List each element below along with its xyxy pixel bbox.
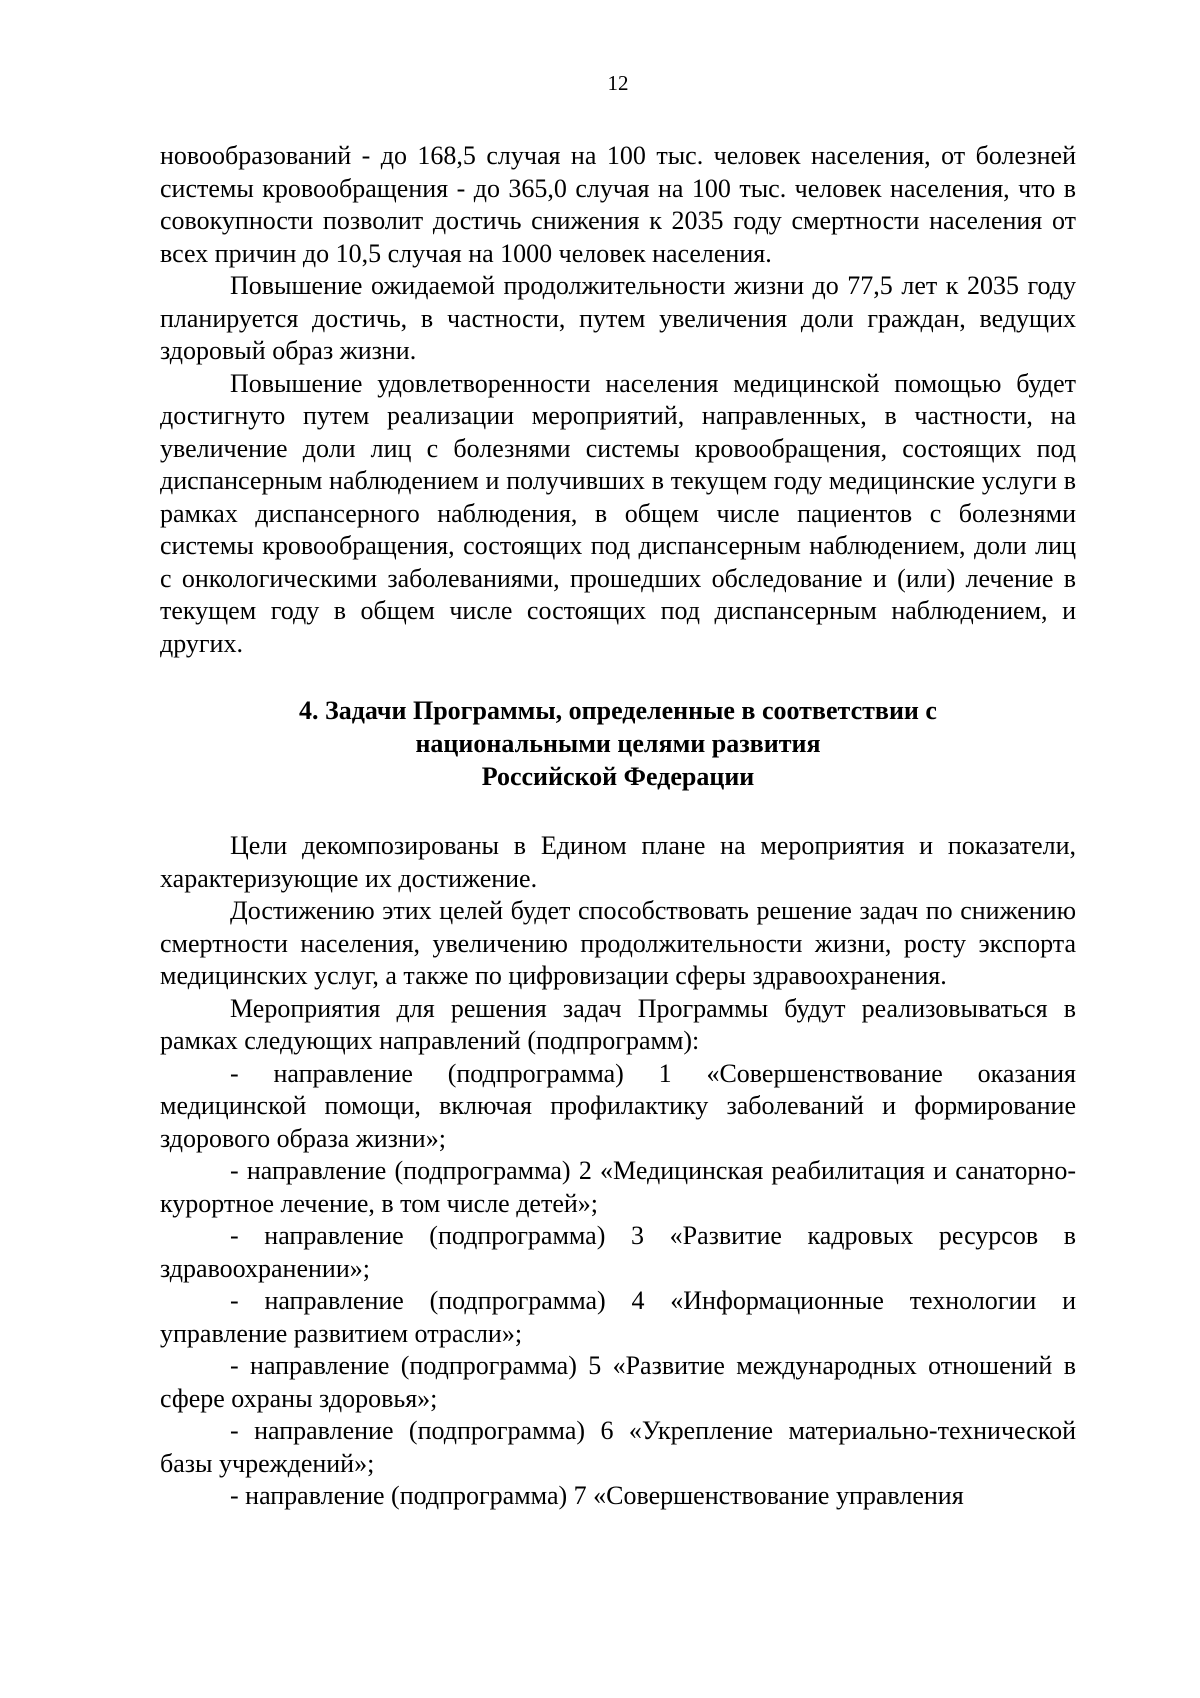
list-item-subprogram-6: - направление (подпрограмма) 6 «Укрепление материально-технической базы учреждений»;: [160, 1416, 1076, 1478]
list-item-subprogram-3: - направление (подпрограмма) 3 «Развитие кадровых ресурсов в здравоохранении»;: [160, 1221, 1076, 1283]
list-item-subprogram-2: - направление (подпрограмма) 2 «Медицинская реабилитация и санаторно-курортное лечение, в том числе детей»;: [160, 1156, 1076, 1218]
paragraph: Повышение ожидаемой продолжительности жизни до 77,5 лет к 2035 году планируется достичь, в частности, путем увеличения доли граждан, ведущих здоровый образ жизни.: [160, 271, 1076, 365]
list-item-subprogram-7: - направление (подпрограмма) 7 «Совершенствование управления: [230, 1481, 964, 1510]
paragraph: Повышение удовлетворенности населения медицинской помощью будет достигнуто путем реализации мероприятий, направленных, в частности, на увеличение доли лиц с болезнями системы кровообращения, состоящих под диспансерным наблюдением и получивших в текущем году медицинские услуги в рамках диспансерного наблюдения, в общем числе пациентов с болезнями системы кровообращения, состоящих под диспансерным наблюдением, доли лиц с онкологическими заболеваниями, прошедших обследование и (или) лечение в текущем году в общем числе состоящих под диспансерным наблюдением, и других.: [160, 368, 1076, 658]
section-heading-line: национальными целями развития: [415, 729, 821, 758]
paragraph: Цели декомпозированы в Едином плане на мероприятия и показатели, характеризующие их достижение.: [160, 831, 1076, 893]
list-item-subprogram-5: - направление (подпрограмма) 5 «Развитие международных отношений в сфере охраны здоровья»;: [160, 1351, 1076, 1413]
list-item-subprogram-4: - направление (подпрограмма) 4 «Информационные технологии и управление развитием отрасли»;: [160, 1286, 1076, 1348]
section-heading-line: 4. Задачи Программы, определенные в соответствии с: [299, 696, 937, 725]
paragraph: новообразований - до 168,5 случая на 100 тыс. человек населения, от болезней системы кровообращения - до 365,0 случая на 100 тыс. человек населения, что в совокупности позволит достичь снижения к 2035 году смертности населения от всех причин до 10,5 случая на 1000 человек населения.: [160, 141, 1076, 268]
paragraph: Мероприятия для решения задач Программы будут реализовываться в рамках следующих направлений (подпрограмм):: [160, 993, 1076, 1055]
section-heading-line: Российской Федерации: [481, 762, 755, 791]
paragraph: Достижению этих целей будет способствовать решение задач по снижению смертности населения, увеличению продолжительности жизни, росту экспорта медицинских услуг, а также по цифровизации сферы здравоохранения.: [160, 896, 1076, 990]
list-item-subprogram-1: - направление (подпрограмма) 1 «Совершенствование оказания медицинской помощи, включая профилактику заболеваний и формирование здорового образа жизни»;: [160, 1058, 1076, 1153]
page-number: 12: [607, 71, 629, 95]
section-heading: [160, 694, 1076, 793]
